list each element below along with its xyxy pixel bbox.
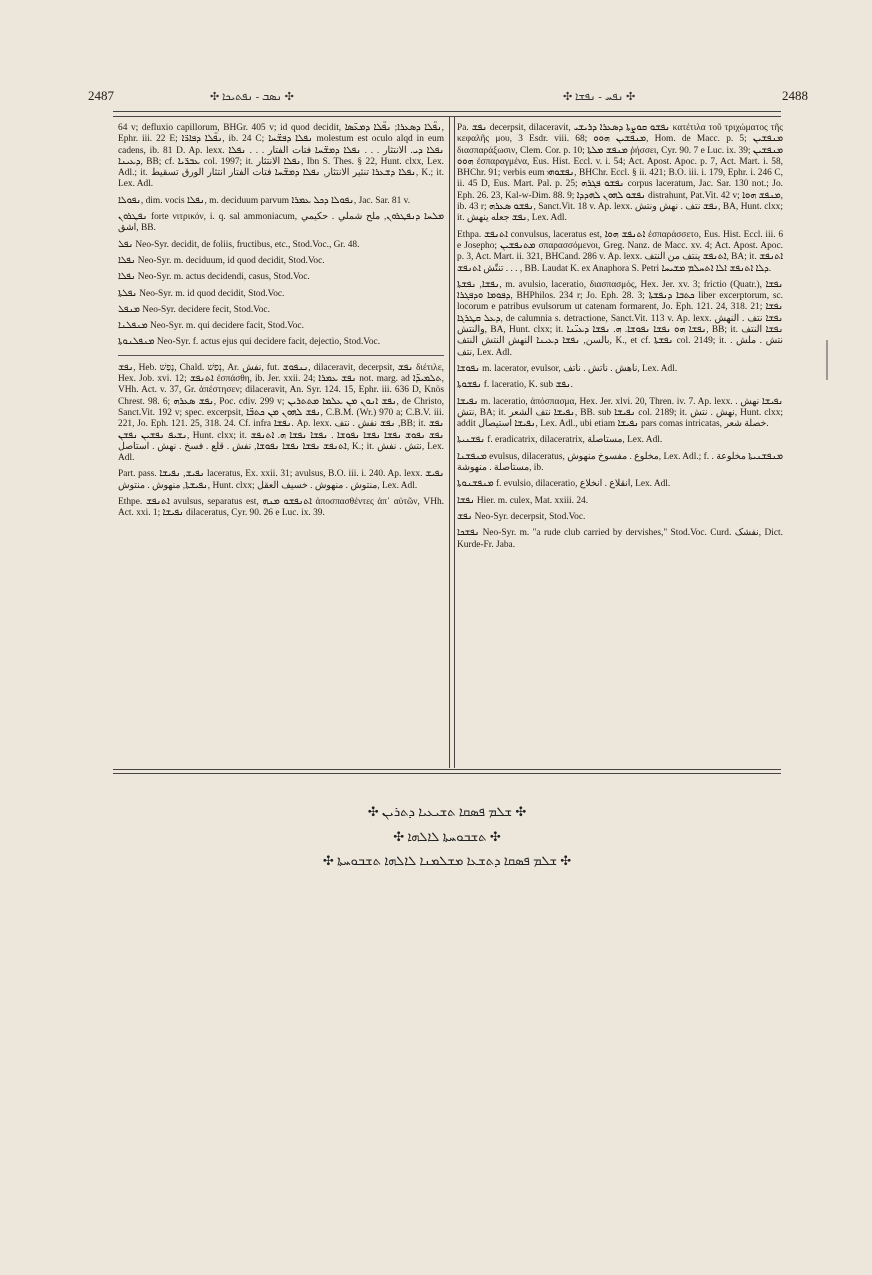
page-edge-mark: [826, 340, 828, 380]
entry: ܡܢܦܫܢܐ evulsus, dilaceratus, مخلوع . مفسوخ منهوش, Lex. Adl.; f. ܡܢܦܫܢܝܬܐ مخلوعة . مستاصلة . منهوشة, ib.: [457, 451, 783, 474]
subentry: ܢܦܠܐ Neo-Syr. m. deciduum, id quod decidit, Stod.Voc.: [118, 255, 325, 266]
entry: Part. pass. ܢܦܝܫ, ܢܦܝܫܐ laceratus, Ex. xxii. 31; avulsus, B.O. iii. i. 240. Ap. lexx. ܢܦܝܫ ܢܦܝܫܬܐ, منهوش . منتوش, Hunt. clxx; منتوش . منهوش . خسيف العقل, Lex. Adl.: [118, 469, 445, 491]
entry: 64 v; defluxio capillorum, BHGr. 405 v; id quod decidit, ܢܦ̈ܠܐ ܕܣܥܪܐ; ܢܦ̈ܠܐ ܕܡܥ̈ܣܐ, Ephr. iii. 22 E; ܢܦ̈ܠܐ ܕܦܐܪ̈ܐ, ib. 24 C; ܢܦܠܐ ܕܦܫ̈ܚܐ molestum est oculo alqd in eum cadens, ib. 81 D. Ap. lexx. ܢܦܠܐ ܕܝ. الانتثار . . . ܢܦܠܐ ܕܡܫ̈ܚܐ فتات الفتار . . . ܢܦܠܐ ܕܥܝܢܐ, BB; cf. ܥܒܪ̈ܝܐ col. 1997; it. ܢܦܠܐ الانتثار, Ibn S. Thes. § 22, Hunt. clxx, Lex. Adl.; it. ܢܦܠܐ ܕܫܥܪܐ تنثير الانتثار, ܢܦܠܐ ܕܡܫ̈ܚܐ فتات الفتار انتثار الورق تسقيط, K.; it. Lex. Adl.: [118, 123, 445, 190]
running-title-left: ✣ ܢܣܒ - ܢܦܬܝܟܐ ✣: [210, 91, 294, 103]
entry: Ethpa. ܐܬܢܦܫ convulsus, laceratus est, ܐܬܢܦܫ ܗܘܐ ἐσπαράσσετο, Eus. Hist. Eccl. iii. 6 e Josepho; ܡܬܢܦܫܝܢ σπαρασσόμενοι, Greg. Nanz. de Macc. xv. 4; Act. Apost. Apoc. p. 3, Act. Mart. ii. 321, BHCand. 286 v. Ap. lexx. ܐܬܢܦܫ ينتف من النتف, BA; it. ܐܬܢܦܫ تنتّش ܐܬܢܦܫ . . . , BB. Laudat K. ex Anaphora S. Petri ܕܠܐ ܐܬܢܦܫ ܐܠܐ ܐܬܚܠܡ ܡܫܝܚܐ.: [457, 229, 783, 274]
left-column: [118, 123, 444, 525]
entry: ܡܢܦܫܢܘܬܐ f. evulsio, dilaceratio, انقلاع . انخلاع, Lex. Adl.: [457, 479, 671, 490]
entry: ܢܦܫܢܝܬܐ f. eradicatrix, dilaceratrix, مستاصلة, Lex. Adl.: [457, 435, 663, 446]
entry: ܢܦܫܐ, ܢܦܫܬܐ, m. avulsio, laceratio, διασπασμός, Hex. Jer. xv. 3; frictio (Quatr.), ܢܦܫܐ ܕܦܘܡܐ ܘܕܦܓܪܐ, BHPhilos. 234 r; Jo. Eph. 28. 3; ܟܬܒܐ ܕܢܦܫܬܐ liber excerptorum, sc. locorum e patribus evulsorum ut catenam formarent, Jo. Eph. 121. 24, 318. 21; ܢܦܫܐ ܕܥܠ ܩܛܪܓܐ, de calumnia s. detractione, Sanct.Vit. 113 v. Ap. lexx. ܢܦܫܐ نتف . النهش والنتش, BA, Hunt. clxx; it. ܢܦܫܐ ܗܘ ܢܦܫܐ ܢܦܘܫܐ. ܗ. ܢܦܫܐ ܕܥܝ̈ܢܐ, BB; it. ܢܦܫܐ النتف بالسن, ܢܦܫܐ ܕܥܝܢܐ النهش النتش النتف, K., et cf. ܢܦܫܬܐ col. 2149; it. نتش . ملش . نتف, Lex. Adl.: [457, 279, 784, 358]
top-rule: [113, 111, 781, 117]
subentry: ܢܦܠܬܐ Neo-Syr. m. id quod decidit, Stod.Voc.: [118, 288, 285, 299]
colophon-line-3: ✣ ܫܠܡ ܦܣܩܐ ܕܬܫܥܐ ܡܫܠܡܢܐ ܠܐܠܗܐ ܬܫܒܘܚܬܐ ✣: [322, 853, 572, 868]
subentry: ܢܦܠܐ Neo-Syr. m. actus decidendi, casus, Stod.Voc.: [118, 272, 310, 283]
entry: Ethpe. ܐܬܢܦܫ avulsus, separatus est, ܐܬܢܦܫܘ ܡܢܗ ἀποσπασθέντες ἀπ᾽ αὐτῶν, VHh. Act. xxi. 1; ܢܦܝܫܐ dilaceratus, Cyr. 90. 26 e Luc. ix. 39.: [118, 497, 444, 519]
column-divider: [449, 116, 455, 768]
section-rule: [118, 355, 444, 356]
subentry: ܢܦܠ Neo-Syr. decidit, de foliis, fructibus, etc., Stod.Voc., Gr. 48.: [118, 239, 360, 250]
entry: Pa. ܢܦܫ decerpsit, dilaceravit, ܢܦܫܘ ܩܘܨܬܐ ܕܣܥܪܐ ܕܪܝܫܝ κατέτιλα τοῦ τριχώματος τῆς κεφαλῆς μου, 3 Esdr. viii. 68; ܡܢܦܫܝܢ ܗܘܘ, Hom. de Macc. p. 5; ܡܢܦܫܝܢ διασπαράξωσιν, Clem. Cor. p. 10; ܡܢܦܫ ܡܠܬܐ ῥήσσει, Cyr. 90. 7 e Luc. ix. 39; ܡܢܦܫܝܢ ܗܘܘ ἐσπαραγμένα, Eus. Hist. Eccl. v. i. 54; Act. Apost. Apoc. p. 7, Act. Mart. i. 58, BHChr. 91; verbis eum ܢܦܫܘܗܝ, BHChr. Eccl. § ii. 421; B.O. iii. i. 179, Ephr. i. 246 C, ii. 45 D, Eus. Mart. Pal. p. 25; ܢܦܫܘ ܦܓܪܗ corpus laceratum, Jac. Sar. 130 not.; Jo. Eph. 26. 23, Kal-w-Dim. 88. 9; ܢܦܫܘ ܠܗܘܢ ܠܗܕܕܐ distrahunt, Pat.Vit. 42 v; ܡܢܦܫ ܗܘܐ, ib. 43 r; ܢܦܫܘ ܣܥܪܗ, Sanct.Vit. 18 v. Ap. lexx. ܢܦܫ نتف . نهش ونتش, BA, Hunt. clxx; it. ܢܦܫ جعله ينهش, Lex. Adl.: [457, 123, 784, 224]
entry: ܢܦܫ, Heb. נָפַשׁ, Chald. נְפַשׁ, Ar. نفش, fut. ܢܢܦܘܫ, dilaceravit, decerpsit, ܢܦܫ διέτιλε, Hex. Job. xvi. 12; ܐܬܢܦܫ ἐσπάσθη, ib. Jer. xxii. 24; ܢܦܫ ܥܡܪܐ not. marg. ad ܬܠܡܝܕ̈ܐ, VHh. Act. v. 37, Gr. ἀπέστησεν; dilaceravit, An. Syr. 124. 15, Ephr. iii. 636 D, Knös Chrest. 98. 6; ܢܦܫ ܣܥܪܗ, Poc. cdiv. 299 v; ܢܦܫ ܐܢܘܢ ܡܢ ܥܠܡܐ ܡܬܬܪܝܢ, de Christo, Sanct.Vit. 192 v; spec. excerpsit, ܢܦܫ ܠܗܘܢ ܡܢ ܟܬܒ̈ܐ, C.B.M. (Wr.) 970 a; C.B.V. iii. 221, Jo. Eph. 121. 25, 318. 24. Cf. infra ܢܦܫܐ. Ap. lexx. ܢܦܫ نفش . نتف ,BB; it. ܢܦܫ ܢܫܝܦ ܢܦܫܝܢ ܢܦܫܢ, Hunt. clxx; it. ܢܦܫ ܢܦܘܫ ܢܦܫܐ ܢܦܫܐ ܢܦܘܫܐ . ܢܦܫܐ ܢܦܫܐ ܗ. ܐܬܢܦܫ ܐܬܢܦܫ ܢܦܫܐ ܢܦܫܐ ܢܦܘܫܐ, نفش . قلع . فسخ . نهش . استاصل, K.; it. نتش . نفش, Lex. Adl.: [118, 362, 445, 464]
subentry: ܡܢܦܠ Neo-Syr. decidere fecit, Stod.Voc.: [118, 304, 270, 315]
bottom-rule: [113, 769, 781, 774]
entry: ܢܦܫ Neo-Syr. decerpsit, Stod.Voc.: [457, 511, 586, 522]
right-column: [457, 123, 783, 556]
colophon-line-1: ✣ ܫܠܡ ܦܣܩܐ ܬܫܝܥܝܐ ܕܬܪܝܢ ✣: [367, 804, 527, 819]
entry: ܢܦܝܫܐ m. laceratio, ἀπόσπασμα, Hex. Jer. xlvi. 20, Thren. iv. 7. Ap. lexx. ܢܦܝܫܐ نهش . نتش, BA; it. ܢܦܝܫܐ نتف الشعر, BB. sub ܢܦܝܫܐ col. 2189; it. نهش . نتش, Hunt. clxx; addit ܢܦܝܫܐ استيصال, Lex. Adl., ubi etiam ܢܦܝܫܐ pars comas intricatas, خصلة شعر.: [457, 396, 783, 430]
entry: ܢܦܫܘܬܐ f. laceratio, K. sub ܢܦܫ.: [457, 380, 573, 391]
subentry: ܡܢܦܠܢܐ Neo-Syr. m. qui decidere facit, Stod.Voc.: [118, 321, 304, 332]
entry: ܢܦܘܠܐ, dim. vocis ܢܦܠܐ, m. deciduum parvum ܢܦܘܠܐ ܕܟܠ ܥܡܪܐ, Jac. Sar. 81 v.: [118, 195, 411, 206]
entry: ܢܦܫܟܐ Neo-Syr. m. "a rude club carried by dervishes," Stod.Voc. Curd. ﻧﻔﺸﮏ, Dict. Kurde-Fr. Jaba.: [457, 528, 783, 550]
subentry: ܡܢܦܠܢܘܬܐ Neo-Syr. f. actus ejus qui decidere facit, dejectio, Stod.Voc.: [118, 337, 381, 348]
page-number-left: 2487: [88, 88, 114, 103]
entry: ܢܦܛܪܘܢ forte νιτρικόν, i. q. sal ammoniacum, ܡܠܚܐ ܕܢܦܛܪܘܢ, ملح شملي . حكيمي اشق, BB.: [118, 212, 444, 234]
running-title-right: ✣ ܢܦܚ - ܢܦܫܐ ✣: [563, 91, 636, 103]
entry: ܢܦܘܫܐ m. lacerator, evulsor, ناهش . ناتش . ناتف, Lex. Adl.: [457, 363, 678, 374]
entry: ܢܦܫܐ Hier. m. culex, Mat. xxiii. 24.: [457, 495, 589, 506]
page-number-right: 2488: [782, 88, 808, 103]
colophon-line-2: ✣ ܬܫܒܘܚܬܐ ܠܐܠܗܐ ✣: [393, 829, 501, 844]
